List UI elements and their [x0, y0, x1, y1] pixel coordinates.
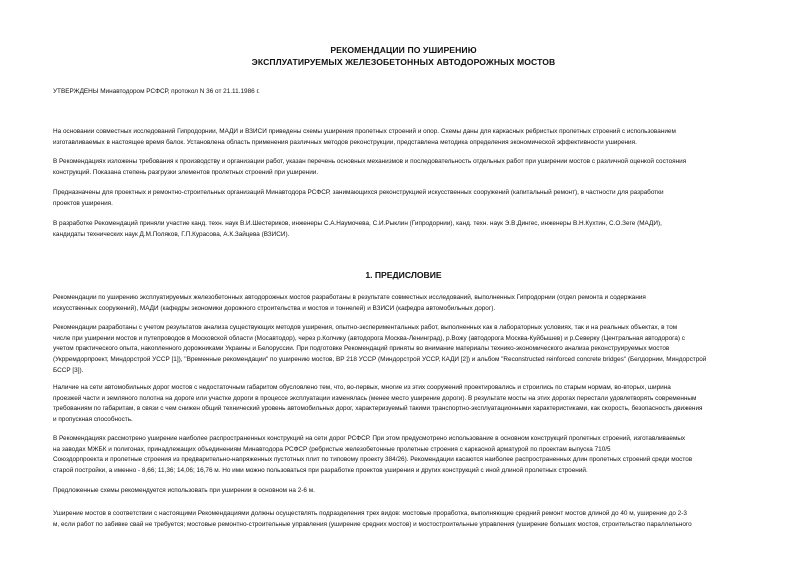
paragraph-line: Союздорпроекта и пролетные строения из предварительно-напряженных пустотных плит по типовому проекту 384/26). Рекомендации касаются наиболее распространенных длин пролетных строений среди мостов [53, 456, 693, 464]
paragraph-line: Уширение мостов в соответствии с настоящими Рекомендациями должны осуществлять подразделения трех видов: мостовые проработка, выполняющие средний ремонт мостов длиной до 40 м, уширение до 2-3 [53, 510, 687, 517]
approval-note: УТВЕРЖДЕНЫ Минавтодором РСФСР, протокол N 36 от 21.11.1986 г. [53, 88, 260, 95]
paragraph-line: на заводах МЖБК и полигонах, принадлежащих объединениям Минавтодора РСФСР (ребристые железобетонные пролетные строения с каркасной арматурой по проектам выпуска 710/5 [53, 445, 611, 453]
intro-paragraph-2 [53, 157, 783, 178]
paragraph-line: конструкций. Показана степень разгрузки элементов пролетных строений при уширении. [53, 168, 319, 176]
paragraph-line: искусственных сооружений), МАДИ (кафедры экономики дорожного строительства и мостов и тоннелей) и ВЗИСИ (кафедра автомобильных дорог). [53, 304, 496, 312]
section-heading-preface: 1. ПРЕДИСЛОВИЕ [365, 270, 442, 280]
preface-paragraph-2 [53, 323, 783, 377]
paragraph-line: проектов уширения. [53, 199, 113, 207]
preface-paragraph-3 [53, 383, 783, 426]
paragraph-line: требованиям по габаритам, в связи с чем снижен общий технический уровень автомобильных дорог, характеризуемый такими транспортно-эксплуатационными характеристиками, как скорость, безопасность движения [53, 405, 703, 413]
preface-paragraph-1 [53, 293, 783, 314]
paragraph-line: м, если работ по забивке свай не требуется; мостовые ремонтно-строительные управления (уширение средних мостов) и мостостроительные управления (уширение больших мостов, строительство параллельного [53, 520, 692, 528]
paragraph-line: старой постройки, а именно - 8,66; 11,36; 14,06; 16,76 м. Но ими можно пользоваться при разработке проектов уширения и других конструкций с иной длиной пролетных строений. [53, 467, 588, 475]
paragraph-line: (Укрремдорпроект, Миндорстрой УССР [1]), "Временные рекомендации" по уширению мостов, ВР 218 УССР (Миндорстрой УССР, КАДИ [2]) и альбом "Reconstructed reinforced concrete bridges" (Белдорнии, Миндорстрой [53, 356, 707, 364]
paragraph-line: и пропускная способность. [53, 416, 133, 424]
paragraph-line: проезжей части и земляного полотна на дороге или участке дороги в процессе эксплуатации изменялась (менее место уширение дороги). В результате мосты на этих дорогах перестали удовлетворять современным [53, 394, 697, 402]
paragraph-line: В Рекомендациях рассмотрено уширение наиболее распространенных конструкций на сети дорог РСФСР. При этом предусмотрено использование в основном конструкций пролетных строений, изготавливаемых [53, 435, 686, 442]
preface-paragraph-6 [53, 509, 783, 530]
paragraph-line: Рекомендации разработаны с учетом результатов анализа существующих методов уширения, опытно-экспериментальных работ, выполненных как в лабораторных условиях, так и на реальных объектах, в том [53, 324, 678, 331]
paragraph-line: В Рекомендациях изложены требования к производству и организации работ, указан перечень основных механизмов и последовательность отдельных работ при уширении мостов с различной оценкой состояния [53, 158, 687, 165]
paragraph-line: На основании совместных исследований Гипродорнии, МАДИ и ВЗИСИ приведены схемы уширения пролетных строений и опор. Схемы даны для каркасных ребристых пролетных строений с использованием [53, 128, 676, 135]
preface-paragraph-5 [53, 486, 783, 497]
paragraph-line: Предназначены для проектных и ремонтно-строительных организаций Минавтодора РСФСР, занимающихся реконструкцией искусственных сооружений (капитальный ремонт), в частности для разработки [53, 189, 664, 196]
document-title-line1: РЕКОМЕНДАЦИИ ПО УШИРЕНИЮ [330, 45, 477, 55]
paragraph-line: изготавливаемых в настоящее время балок. Установлена область применения различных методов реконструкции, представлена методика определения экономической эффективности уширения. [53, 138, 637, 146]
paragraph-line: Наличие на сети автомобильных дорог мостов с недостаточным габаритом обусловлено тем, что, во-первых, многие из этих сооружений проектировались и строились по старым нормам, во-вторых, ширина [53, 384, 671, 391]
intro-paragraph-4 [53, 219, 783, 240]
paragraph-line: кандидаты технических наук Д.М.Поляков, Г.П.Курасова, А.К.Зайцева (ВЗИСИ). [53, 230, 290, 238]
paragraph-line: Рекомендации по уширению эксплуатируемых железобетонных автодорожных мостов разработаны в результате совместных исследований, выполненных Гипродорнии (отдел ремонта и содержания [53, 294, 646, 301]
intro-paragraph-1 [53, 127, 783, 148]
intro-paragraph-3 [53, 188, 783, 209]
preface-paragraph-4 [53, 434, 783, 477]
paragraph-line: учетом практического опыта, накопленного дорожниками Украины и Белоруссии. При подготовке Рекомендаций приняты во внимание материалы технико-экономического анализа реконструируемых мостов [53, 345, 670, 353]
paragraph-line: БССР [3]). [53, 366, 84, 374]
paragraph-line: числе при уширении мостов и путепроводов в Московской области (Мосавтодор), через р.Колчику (автодорога Москва-Ленинград), р.Вожу (автодорога Москва-Куйбышев) и р.Северку (Центральная автодорога) с [53, 334, 686, 342]
paragraph-line: Предложенные схемы рекомендуется использовать при уширении в основном на 2-6 м. [53, 487, 315, 494]
paragraph-line: В разработке Рекомендаций приняли участие канд. техн. наук В.И.Шестериков, инженеры С.А.Наумочева, С.И.Рыклин (Гипродорнии), канд. техн. наук Э.В.Дингес, инженеры В.Н.Кухтин, С.О.Зеге (МАДИ), [53, 220, 662, 227]
document-title-line2: ЭКСПЛУАТИРУЕМЫХ ЖЕЛЕЗОБЕТОННЫХ АВТОДОРОЖНЫХ МОСТОВ [251, 57, 556, 67]
